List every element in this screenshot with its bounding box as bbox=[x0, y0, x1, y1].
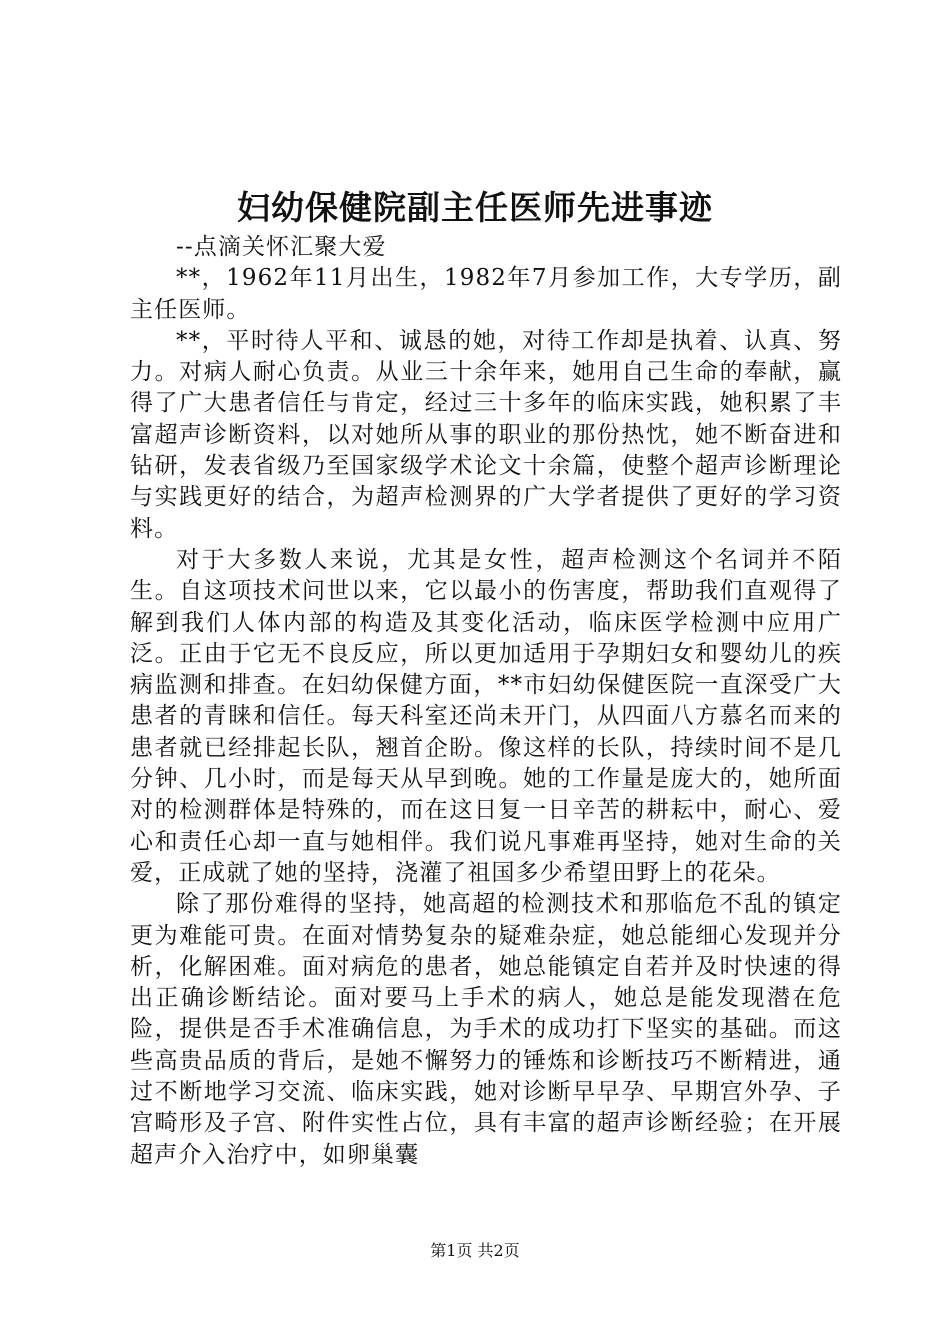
document-subtitle: --点滴关怀汇聚大爱 bbox=[176, 234, 387, 260]
paragraph-1: **，1962年11月出生，1982年7月参加工作，大专学历，副主任医师。 bbox=[130, 265, 842, 323]
paragraph-4: 除了那份难得的坚持，她高超的检测技术和那临危不乱的镇定更为难能可贵。在面对情势复杂的疑难杂症，她总能细心发现并分析，化解困难。面对病危的患者，她总能镇定自若并及时快速的得出正确诊断结论。面对要马上手术的病人，她总是能发现潜在危险，提供是否手术准确信息，为手术的成功打下坚实的基础。而这些高贵品质的背后，是她不懈努力的锤炼和诊断技巧不断精进，通过不断地学习交流、临床实践，她对诊断早早孕、早期宫外孕、子宫畸形及子宫、附件实性占位，具有丰富的超声诊断经验；在开展超声介入治疗中，如卵巢囊 bbox=[130, 891, 842, 1168]
page-footer bbox=[0, 1239, 950, 1263]
document-body bbox=[130, 232, 842, 1171]
page-number-label: 第1页 共2页 bbox=[430, 1241, 520, 1260]
paragraph-3: 对于大多数人来说，尤其是女性，超声检测这个名词并不陌生。自这项技术问世以来，它以最小的伤害度，帮助我们直观得了解到我们人体内部的构造及其变化活动，临床医学检测中应用广泛。正由于它无不良反应，所以更加适用于孕期妇女和婴幼儿的疾病监测和排查。在妇幼保健方面，**市妇幼保健医院一直深受广大患者的青睐和信任。每天科室还尚未开门，从四面八方慕名而来的患者就已经排起长队，翘首企盼。像这样的长队，持续时间不是几分钟、几小时，而是每天从早到晚。她的工作量是庞大的，她所面对的检测群体是特殊的，而在这日复一日辛苦的耕耘中，耐心、爱心和责任心却一直与她相伴。我们说凡事难再坚持，她对生命的关爱，正成就了她的坚持，浇灌了祖国多少希望田野上的花朵。 bbox=[130, 546, 842, 886]
document-title: 妇幼保健院副主任医师先进事迹 bbox=[237, 188, 713, 227]
paragraph-2: **，平时待人平和、诚恳的她，对待工作却是执着、认真、努力。对病人耐心负责。从业三十余年来，她用自己生命的奉献，赢得了广大患者信任与肯定，经过三十多年的临床实践，她积累了丰富超声诊断资料，以对她所从事的职业的那份热忱，她不断奋进和钻研，发表省级乃至国家级学术论文十余篇，使整个超声诊断理论与实践更好的结合，为超声检测界的广大学者提供了更好的学习资料。 bbox=[130, 327, 842, 542]
